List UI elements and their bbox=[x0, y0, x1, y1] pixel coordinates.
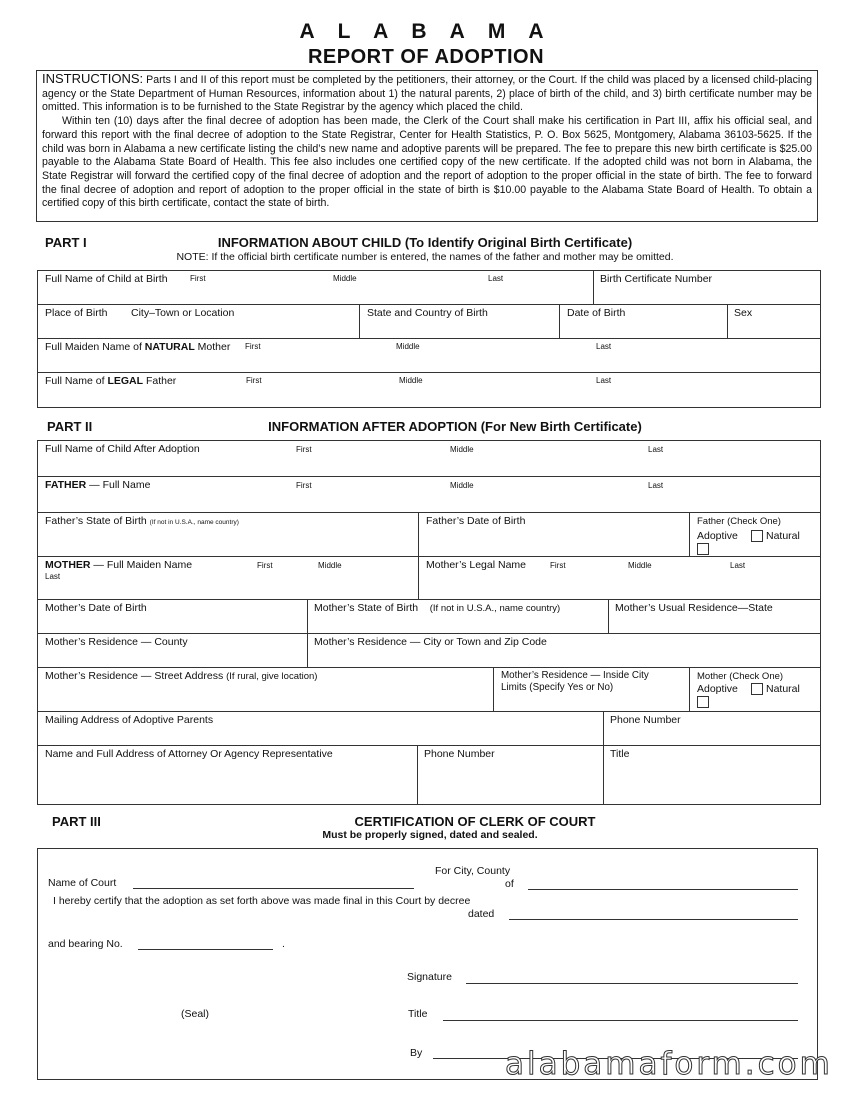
instructions-box bbox=[36, 70, 818, 222]
father-adoptive-checkbox[interactable] bbox=[697, 543, 709, 555]
title-line[interactable] bbox=[443, 1020, 798, 1021]
by-label: By bbox=[410, 1047, 423, 1059]
state-country-of-birth-field[interactable]: State and Country of Birth bbox=[360, 305, 560, 339]
mother-legal-name-field[interactable]: Mother’s Legal Name First Middle Last bbox=[419, 557, 820, 600]
part1-label: PART I bbox=[45, 235, 87, 250]
father-natural-checkbox[interactable] bbox=[751, 530, 763, 542]
mother-street-address-field[interactable]: Mother’s Residence — Street Address (If rural, give location) bbox=[38, 668, 494, 712]
mother-check-one: Mother (Check One) Adoptive Natural bbox=[690, 668, 820, 712]
parents-phone-number-field[interactable]: Phone Number bbox=[604, 712, 820, 746]
bearing-number-label: and bearing No. bbox=[48, 938, 123, 950]
legal-father-name-field[interactable]: Full Name of LEGAL Father First Middle Last bbox=[45, 375, 612, 387]
instructions-p2: Within ten (10) days after the final decree of adoption has been made, the Clerk of the Court shall make his certification in Part III, affix his official seal, and forward this report with the final decree of adoption to the State Registrar, Center for Health Statistics, P. O. Box 5625, Montgomery, Alabama 36103-5625. If the child was born in Alabama a new certificate listing the child’s new name and adoptive parents will be prepared. The fee to prepare this new birth certificate is $25.00 payable to the Alabama State Board of Health. This fee also includes one certified copy of the new certificate. If the adopted child was not born in Alabama, the State Registrar will forward the certified copy of the final decree of adoption and the report of adoption to the proper official in the state of birth. The fee to forward the final decree of adoption and report of adoption to the proper official in the state of birth is $10.00 payable to the Alabama State Board of Health. To obtain a certified copy of this birth certificate, contact the state of birth. bbox=[42, 115, 812, 210]
child-after-adoption-name-field[interactable]: Full Name of Child After Adoption First Middle Last bbox=[38, 441, 820, 477]
part3-label: PART III bbox=[52, 814, 101, 829]
attorney-field[interactable]: Name and Full Address of Attorney Or Agency Representative bbox=[38, 746, 418, 804]
mother-natural-checkbox[interactable] bbox=[751, 683, 763, 695]
attorney-phone-number-field[interactable]: Phone Number bbox=[418, 746, 604, 804]
sex-field[interactable]: Sex bbox=[728, 305, 820, 339]
father-check-one: Father (Check One) Adoptive Natural bbox=[690, 513, 820, 557]
mother-date-of-birth-field[interactable]: Mother’s Date of Birth bbox=[38, 600, 308, 634]
instructions-p1: Parts I and II of this report must be completed by the petitioners, their attorney, or the Court. If the child was placed by a licensed child-placing agency or the State Department of Human Resources, information about 1) the natural parents, 2) place of birth of the child, and 3) birth certificate number may be omitted. This information is to be furnished to the State Registrar by the agency which placed the child. bbox=[42, 74, 812, 114]
part3-box: Name of Court For City, County of I hereby certify that the adoption as set forth above was made final in this Court by decree dated and bearing No. . Signature (Seal) Title By bbox=[37, 848, 818, 1080]
part2-label: PART II bbox=[47, 419, 93, 434]
mother-residence-city-zip-field[interactable]: Mother’s Residence — City or Town and Zip Code bbox=[308, 634, 820, 668]
father-state-of-birth-field[interactable]: Father’s State of Birth (If not in U.S.A., name country) bbox=[38, 513, 419, 557]
state-title: A L A B A M A bbox=[299, 20, 553, 43]
title-label: Title bbox=[408, 1008, 428, 1020]
mother-residence-county-field[interactable]: Mother’s Residence — County bbox=[38, 634, 308, 668]
for-city-county-label: For City, County bbox=[435, 865, 511, 877]
part1-note: NOTE: If the official birth certificate number is entered, the names of the father and mother may be omitted. bbox=[176, 251, 674, 263]
father-full-name-field[interactable]: FATHER — Full Name First Middle Last bbox=[38, 477, 820, 513]
city-county-line[interactable] bbox=[528, 889, 798, 890]
decree-date-line[interactable] bbox=[509, 919, 798, 920]
mother-state-of-birth-field[interactable]: Mother’s State of Birth (If not in U.S.A., name country) bbox=[308, 600, 609, 634]
birth-certificate-number-field[interactable]: Birth Certificate Number bbox=[594, 271, 820, 305]
mother-maiden-name-field[interactable]: MOTHER — Full Maiden Name First Middle Last bbox=[38, 557, 419, 600]
mailing-address-field[interactable]: Mailing Address of Adoptive Parents bbox=[38, 712, 604, 746]
part1-table bbox=[37, 270, 821, 408]
child-birth-name-field[interactable]: Full Name of Child at Birth First Middle Last bbox=[38, 271, 594, 305]
name-of-court-label: Name of Court bbox=[48, 877, 117, 889]
date-of-birth-field[interactable]: Date of Birth bbox=[560, 305, 728, 339]
form-title: REPORT OF ADOPTION bbox=[307, 46, 545, 68]
mother-usual-residence-state-field[interactable]: Mother’s Usual Residence—State bbox=[609, 600, 820, 634]
signature-label: Signature bbox=[407, 971, 452, 983]
instructions-lead: INSTRUCTIONS: bbox=[42, 71, 144, 86]
place-of-birth-field[interactable]: Place of Birth City–Town or Location bbox=[38, 305, 360, 339]
attorney-title-field[interactable]: Title bbox=[610, 748, 630, 760]
bearing-number-line[interactable] bbox=[138, 949, 273, 950]
natural-mother-name-field[interactable]: Full Maiden Name of NATURAL Mother First Middle Last bbox=[38, 339, 820, 373]
seal-label: (Seal) bbox=[181, 1008, 210, 1020]
mother-inside-city-limits-field[interactable]: Mother’s Residence — Inside City Limits (Specify Yes or No) bbox=[494, 668, 690, 712]
name-of-court-line[interactable] bbox=[133, 888, 414, 889]
certify-text: I hereby certify that the adoption as set forth above was made final in this Court by decree bbox=[53, 895, 471, 907]
part3-heading: CERTIFICATION OF CLERK OF COURT bbox=[354, 814, 596, 829]
part2-heading: INFORMATION AFTER ADOPTION (For New Birth Certificate) bbox=[268, 419, 642, 434]
part3-subheading: Must be properly signed, dated and sealed. bbox=[322, 829, 538, 841]
signature-line[interactable] bbox=[466, 983, 798, 984]
mother-adoptive-checkbox[interactable] bbox=[697, 696, 709, 708]
site-watermark: alabamaform.com bbox=[505, 1046, 833, 1082]
part1-heading: INFORMATION ABOUT CHILD (To Identify Original Birth Certificate) bbox=[217, 235, 633, 250]
part2-table bbox=[37, 440, 821, 805]
father-date-of-birth-field[interactable]: Father’s Date of Birth bbox=[419, 513, 690, 557]
